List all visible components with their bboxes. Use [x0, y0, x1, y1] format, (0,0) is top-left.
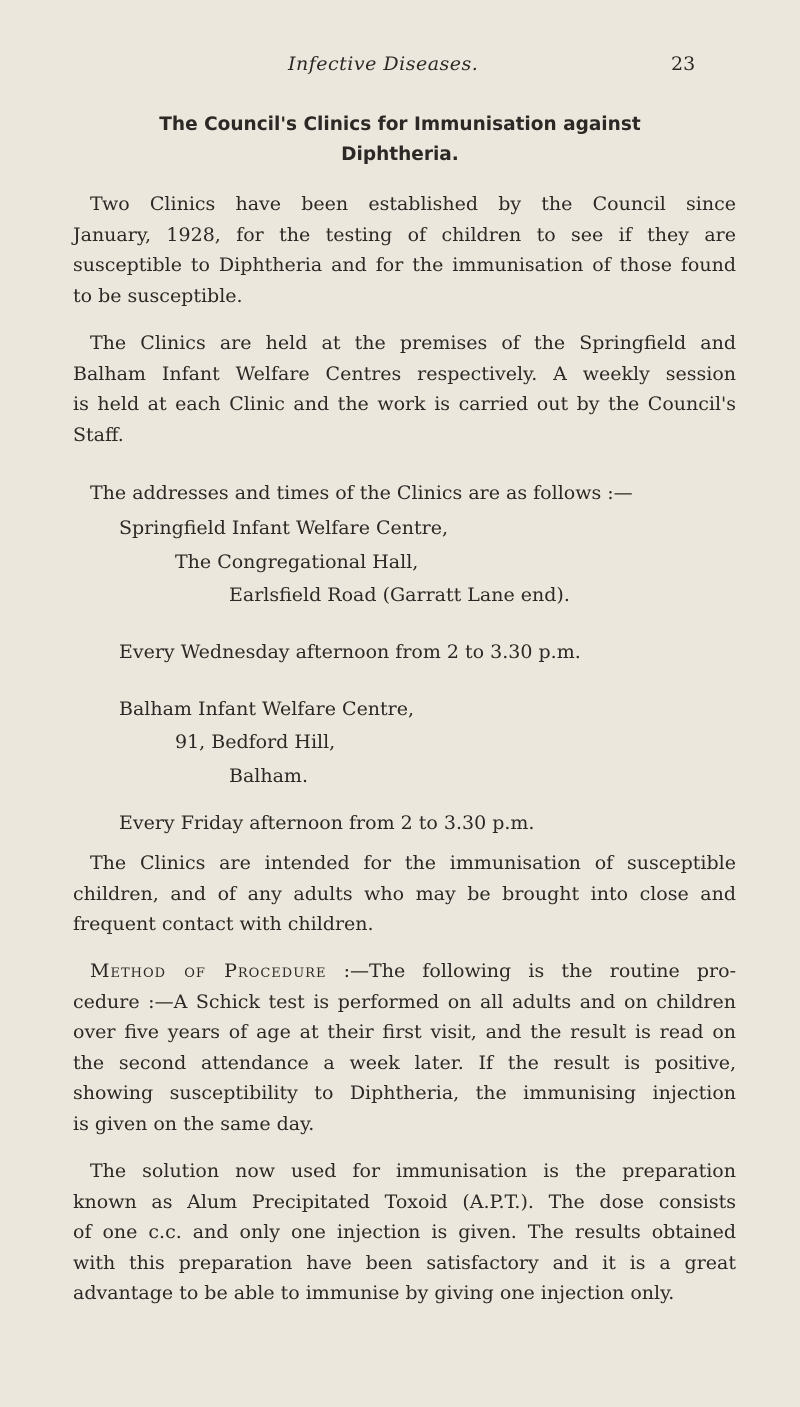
- text-line: The Clinics are intended for the immunisation of susceptible: [90, 852, 736, 874]
- text-fragment: :—The following is the routine pro-: [326, 960, 736, 982]
- running-title: Infective Diseases.: [288, 53, 479, 75]
- text-line: advantage to be able to immunise by giving one injection only.: [73, 1282, 675, 1304]
- heading-line: The Council's Clinics for Immunisation against: [159, 114, 641, 135]
- text-line: is held at each Clinic and the work is carried out by the Council's: [73, 393, 736, 415]
- text-line: Two Clinics have been established by the Council since: [90, 193, 736, 215]
- text-line: with this preparation have been satisfactory and it is a great: [73, 1251, 736, 1274]
- text-line: to be susceptible.: [73, 284, 243, 307]
- section-heading: [90, 110, 710, 170]
- text-line: January, 1928, for the testing of children to see if they are: [73, 223, 736, 246]
- clinic-name: Balham Infant Welfare Centre,: [119, 698, 415, 720]
- paragraph-method-of-procedure: [73, 956, 736, 1139]
- paragraph-solution: [73, 1156, 736, 1309]
- paragraph-premises: [73, 328, 736, 450]
- clinic-address-line: Earlsfield Road (Garratt Lane end).: [229, 584, 570, 606]
- text-line: frequent contact with children.: [73, 913, 374, 935]
- text-line: of one c.c. and only one injection is given. The results obtained: [73, 1221, 736, 1243]
- clinic-time: Every Wednesday afternoon from 2 to 3.30 p.m.: [119, 641, 581, 663]
- page-number: 23: [671, 53, 696, 75]
- text-line: Balham Infant Welfare Centres respectively. A weekly session: [73, 362, 736, 385]
- clinic-name: Springfield Infant Welfare Centre,: [119, 517, 448, 539]
- text-line: cedure :—A Schick test is performed on all adults and on children: [73, 990, 736, 1013]
- text-line: is given on the same day.: [73, 1112, 315, 1135]
- text-line: the second attendance a week later. If the result is positive,: [73, 1051, 736, 1074]
- text-line: showing susceptibility to Diphtheria, the immunising injection: [73, 1082, 736, 1104]
- text-line: children, and of any adults who may be brought into close and: [73, 882, 736, 905]
- clinic-address-line: Balham.: [229, 765, 308, 787]
- heading-line: Diphtheria.: [341, 144, 459, 165]
- text-line: The Clinics are held at the premises of the Springfield and: [90, 332, 736, 354]
- addresses-intro: The addresses and times of the Clinics are as follows :—: [90, 482, 633, 504]
- clinic-address-line: The Congregational Hall,: [175, 551, 419, 573]
- clinic-address-line: 91, Bedford Hill,: [175, 731, 336, 753]
- text-line: [73, 956, 736, 987]
- text-line: over five years of age at their first visit, and the result is read on: [73, 1021, 736, 1043]
- text-line: Staff.: [73, 423, 124, 446]
- method-of-procedure-label: Method of Procedure: [90, 960, 327, 982]
- clinic-time: Every Friday afternoon from 2 to 3.30 p.m.: [119, 812, 535, 834]
- text-line: known as Alum Precipitated Toxoid (A.P.T.). The dose consists: [73, 1190, 736, 1213]
- text-line: susceptible to Diphtheria and for the immunisation of those found: [73, 254, 736, 276]
- paragraph-establishment: [73, 189, 736, 311]
- text-line: The solution now used for immunisation is the preparation: [90, 1160, 736, 1182]
- paragraph-intended-for: [73, 848, 736, 940]
